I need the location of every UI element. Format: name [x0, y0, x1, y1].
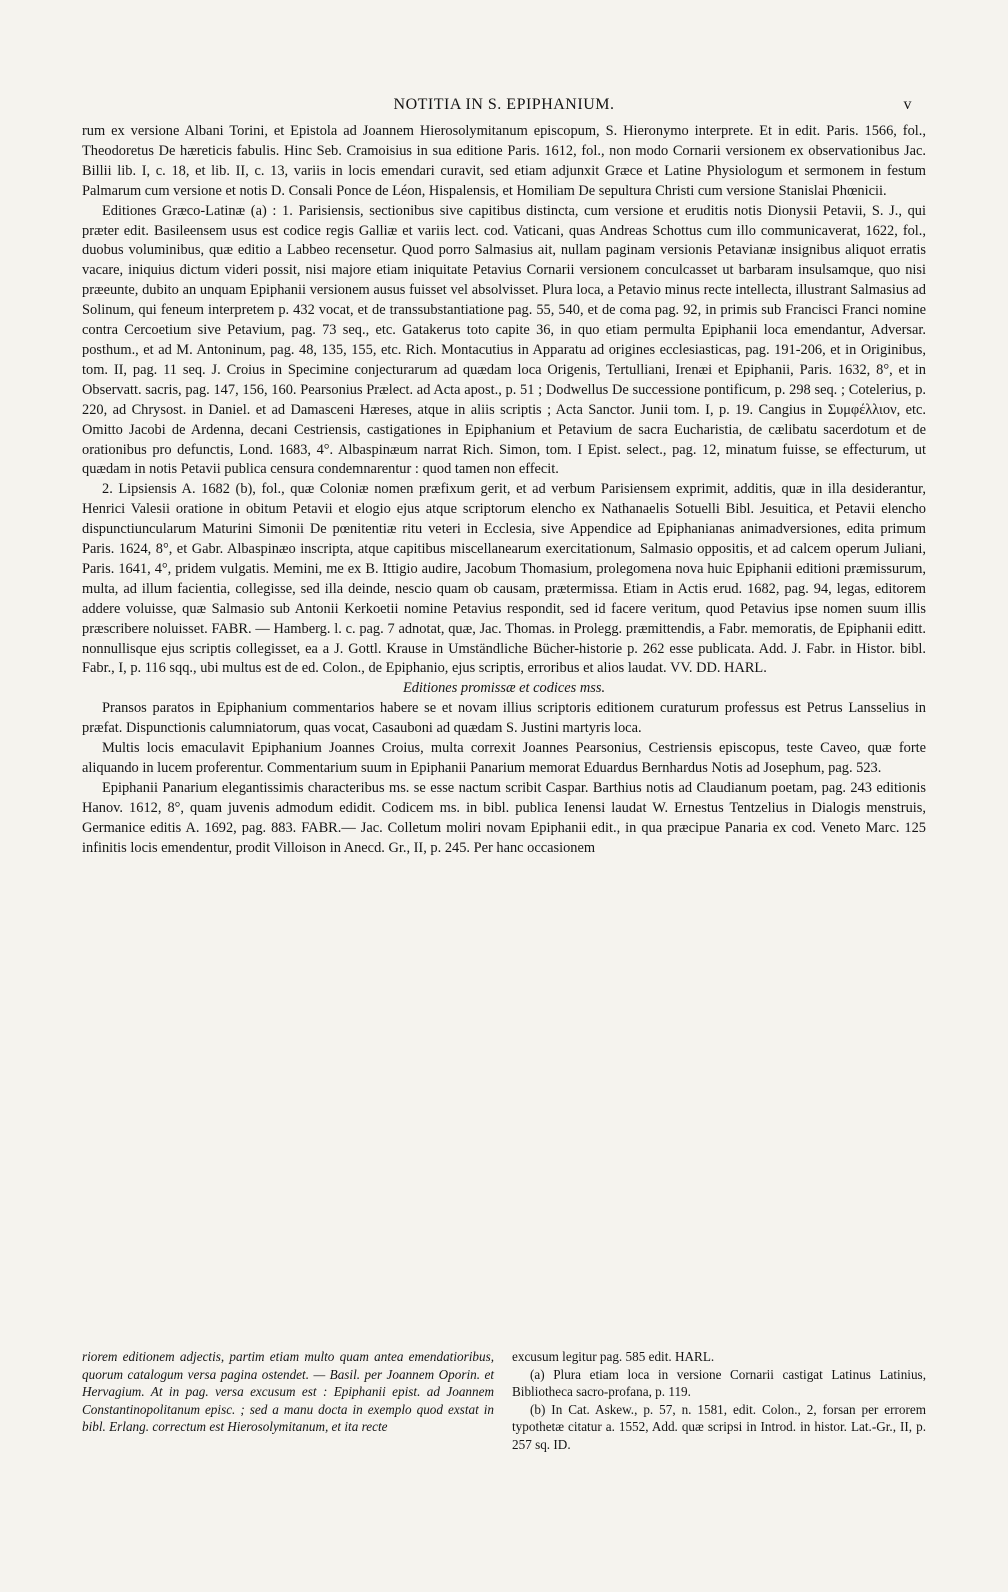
page-number: v	[903, 96, 912, 113]
footnotes-left-column	[82, 1348, 494, 1436]
footnote-a: (a) Plura etiam loca in versione Cornarii castigat Latinus Latinius, Bibliotheca sacro-profana, p. 119.	[512, 1366, 926, 1400]
paragraph-2: Editiones Græco-Latinæ (a) : 1. Parisiensis, sectionibus sive capitibus distincta, cum versione et eruditis notis Dionysii Petavii, S. J., qui præter edit. Basileensem usus est codice regis Galliæ et variis lect. cod. Vaticani, quas Andreas Schottus cum illo communicaverat, 1622, fol., duobus voluminibus, quæ editio a Labbeo recensetur. Quod porro Salmasius ait, nullam paginam versionis Petavianæ insignibus aliquot erratis vacare, iniquius dictum videri possit, nisi majore etiam iniquitate Petavius Cornarii versionem conculcasset ut barbaram insulsamque, quo nisi præeunte, dubito an unquam Epiphanii versionem ausus fuisset vel absolvisset. Plura loca, a Petavio minus recte intellecta, illustrant Salmasius ad Solinum, qui feneum interpretem p. 432 vocat, et de transsubstantiatione pag. 55, 540, et de coma pag. 92, in primis sub Francisci Franci nomine contra Cercoetium sive Petavium, pag. 73 seq., etc. Gatakerus toto capite 36, in quo etiam permulta Epiphanii loca emendantur, Adversar. posthum., et ad M. Antoninum, pag. 48, 135, 155, etc. Rich. Montacutius in Apparatu ad origines ecclesiasticas, pag. 191-206, et in Originibus, tom. II, pag. 11 seq. J. Croius in Specimine conjecturarum ad quædam loca Origenis, Tertulliani, Irenæi et Epiphanii, Paris. 1632, 8°, et in Observatt. sacris, pag. 147, 156, 160. Pearsonius Prælect. ad Acta apost., p. 51 ; Dodwellus De successione pontificum, p. 298 seq. ; Cotelerius, p. 220, ad Chrysost. in Daniel. et ad Damasceni Hæreses, atque in aliis scriptis ; Acta Sanctor. Junii tom. I, p. 19. Cangius in Συμφέλλιον, etc. Omitto Jacobi de Ardenna, decani Cestriensis, castigationes in Epiphanium et Petavium de sacra Eucharistia, de cælibatu sacerdotum et de orationibus pro defunctis, Lond. 1683, 4°. Albaspinæum narrat Rich. Simon, tom. I Epist. select., pag. 12, minatum fuisse, se effecturum, ut quædam in notis Petavii publica censura condemnarentur : quod tamen non effecit.	[82, 202, 926, 478]
footnote-b: (b) In Cat. Askew., p. 57, n. 1581, edit. Colon., 2, forsan per errorem typothetæ citatur a. 1552, Add. quæ scripsi in Introd. in histor. Lat.-Gr., II, p. 257 sq. ID.	[512, 1401, 926, 1452]
footnote-continuation-right: excusum legitur pag. 585 edit. HARL.	[512, 1349, 715, 1364]
paragraph-5: Multis locis emaculavit Epiphanium Joannes Croius, multa correxit Joannes Pearsonius, Cestriensis episcopus, teste Caveo, quæ forte aliquando in lucem proferentur. Commentarium suum in Epiphanii Panarium memorat Eduardus Bernhardus Notis ad Josephum, pag. 523.	[82, 740, 926, 776]
footnote-continuation: riorem editionem adjectis, partim etiam multo quam antea emendatioribus, quorum catalogum versa pagina ostendet. — Basil. per Joannem Oporin. et Hervagium. At in pag. versa excusum est : Epiphanii epist. ad Joannem Constantinopolitanum episc. ; sed a manu docta in exemplo quod exstat in bibl. Erlang. correctum est Hierosolymitanum, et ita recte	[82, 1349, 494, 1435]
paragraph-1: rum ex versione Albani Torini, et Epistola ad Joannem Hierosolymitanum episcopum, S. Hieronymo interprete. Et in edit. Paris. 1566, fol., Theodoretus De hæreticis fabulis. Hinc Seb. Cramoisius in sua editione Paris. 1612, fol., non modo Cornarii versionem ex observationibus Jac. Billii lib. I, c. 18, et lib. II, c. 13, variis in locis emendari curavit, sed etiam adjunxit Græce et Latine Physiologum et sermonem in festum Palmarum cum versione et notis D. Consali Ponce de Léon, Hispalensis, et Homiliam De sepultura Christi cum versione Stanislai Phœnicii.	[82, 123, 926, 199]
section-heading: Editiones promissæ et codices mss.	[402, 680, 606, 697]
page-title: NOTITIA IN S. EPIPHANIUM.	[393, 96, 615, 113]
paragraph-6: Epiphanii Panarium elegantissimis characteribus ms. se esse nactum scribit Caspar. Barthius notis ad Claudianum poetam, pag. 243 editionis Hanov. 1612, 8°, quam juvenis admodum edidit. Codicem ms. in bibl. publica Ienensi laudat W. Ernestus Tentzelius in Dialogis menstruis, Germanice editis A. 1692, pag. 883. FABR.— Jac. Colletum moliri novam Epiphanii edit., in qua præcipue Panaria ex cod. Veneto Marc. 125 infinitis locis emendentur, prodit Villoison in Anecd. Gr., II, p. 245. Per hanc occasionem	[82, 779, 926, 856]
main-text	[82, 122, 926, 859]
footnotes-right-column	[512, 1348, 926, 1454]
paragraph-3: 2. Lipsiensis A. 1682 (b), fol., quæ Coloniæ nomen præfixum gerit, et ad verbum Parisiensem exprimit, additis, quæ in illa desiderantur, Henrici Valesii oratione in obitum Petavii et elogio ejus atque scriptorum elencho ex Nathanaelis Sotuelli Bibl. Jesuitica, et Petavii elencho dispunctiuncularum Maturini Simonii De pœnitentiæ ritu veteri in Ecclesia, sive Appendice ad Epiphanianas animadversiones, edita primum Paris. 1624, 8°, et Gabr. Albaspinæo inscripta, atque capitibus miscellanearum exercitationum, Salmasio oppositis, et ad calcem operum Juliani, Paris. 1641, 4°, pridem vulgatis. Memini, me ex B. Ittigio audire, Jacobum Thomasium, prolegomena nova huic Epiphanii editioni præmissurum, multa, ad illum facientia, collegisse, sed illa deinde, nescio quam ob causam, prætermissa. Etiam in Actis erud. 1682, pag. 94, legas, editorem addere voluisse, quæ Salmasio sub Antonii Kerkoetii nomine Petavius respondit, sed id facere veritum, quod Petavius ipse nomen suum illis præscribere noluisset. FABR. — Hamberg. l. c. pag. 7 adnotat, quæ, Jac. Thomas. in Prolegg. præmittendis, a Fabr. memoratis, de Epiphanii editt. nonnullisque ejus scriptis collegisset, ea a J. Gottl. Krause in Umständliche Bücher-historie p. 262 esse publicata. Add. J. Fabr. in Histor. bibl. Fabr., I, p. 116 sqq., ubi multus est de ed. Colon., de Epiphanio, ejus scriptis, erroribus et alios laudat. VV. DD. HARL.	[82, 481, 926, 677]
running-header	[0, 96, 1008, 118]
paragraph-4: Pransos paratos in Epiphanium commentarios habere se et novam illius scriptoris editionem curaturum professus est Petrus Lansselius in præfat. Dispunctionis calumniatorum, quas vocat, Casauboni ad quædam S. Justini martyris loca.	[82, 700, 926, 737]
